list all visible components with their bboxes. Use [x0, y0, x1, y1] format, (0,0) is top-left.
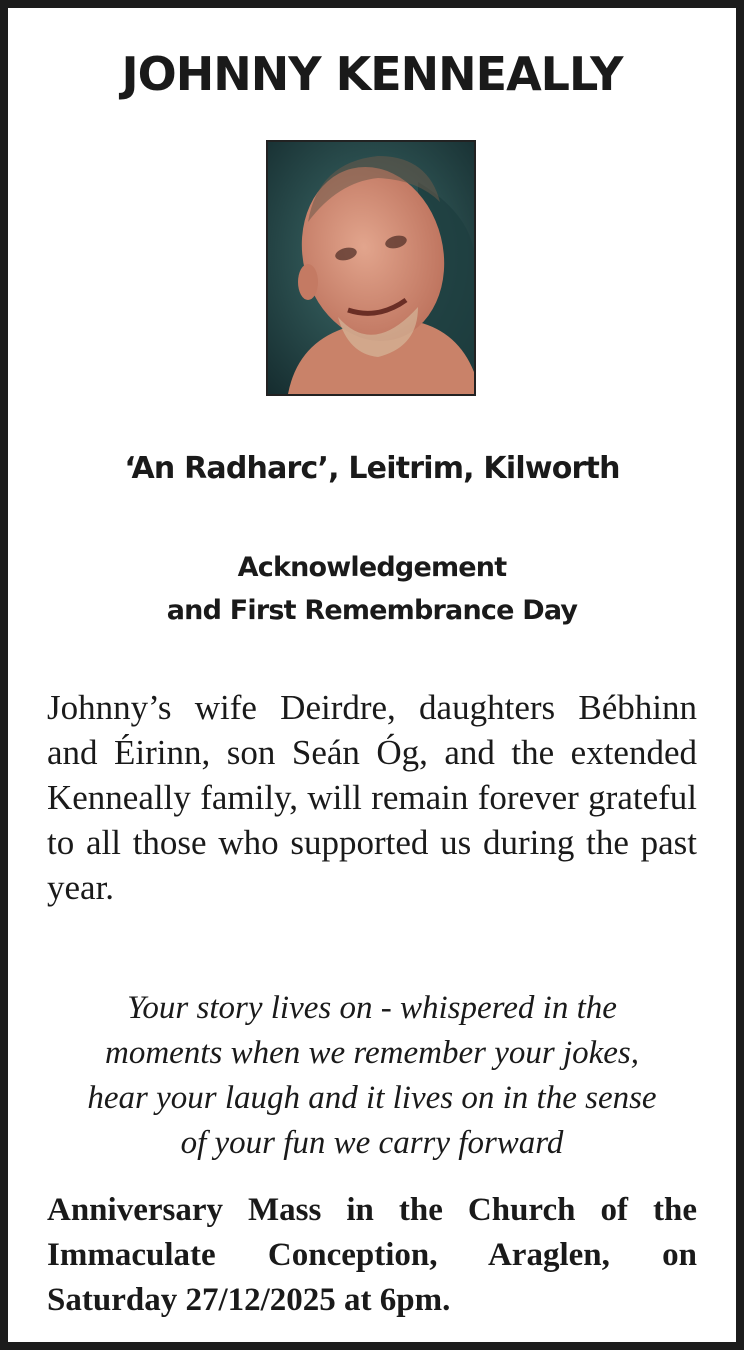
verse-line: of your fun we carry forward — [180, 1125, 564, 1161]
memorial-verse — [39, 986, 705, 1166]
family-message: Johnny’s wife Deirdre, daughters Bébhinn and Éirinn, son Seán Óg, and the extended Kenneally family, will remain forever grateful to all those who supported us during the past year. — [47, 688, 697, 907]
deceased-name: JOHNNY KENNEALLY — [121, 47, 623, 101]
portrait-image — [268, 142, 474, 394]
notice-heading — [8, 546, 736, 632]
heading-line-1: Acknowledgement — [237, 552, 507, 583]
verse-line: hear your laugh and it lives on in the sense — [87, 1080, 657, 1116]
mass-announcement: Anniversary Mass in the Church of the Immaculate Conception, Araglen, on Saturday 27/12/2025 at 6pm. — [47, 1192, 697, 1318]
verse-line: Your story lives on - whispered in the — [127, 990, 617, 1026]
portrait-photo — [266, 140, 476, 396]
verse-line: moments when we remember your jokes, — [105, 1035, 639, 1071]
address-line: ‘An Radharc’, Leitrim, Kilworth — [124, 451, 620, 486]
heading-line-2: and First Remembrance Day — [166, 595, 578, 626]
